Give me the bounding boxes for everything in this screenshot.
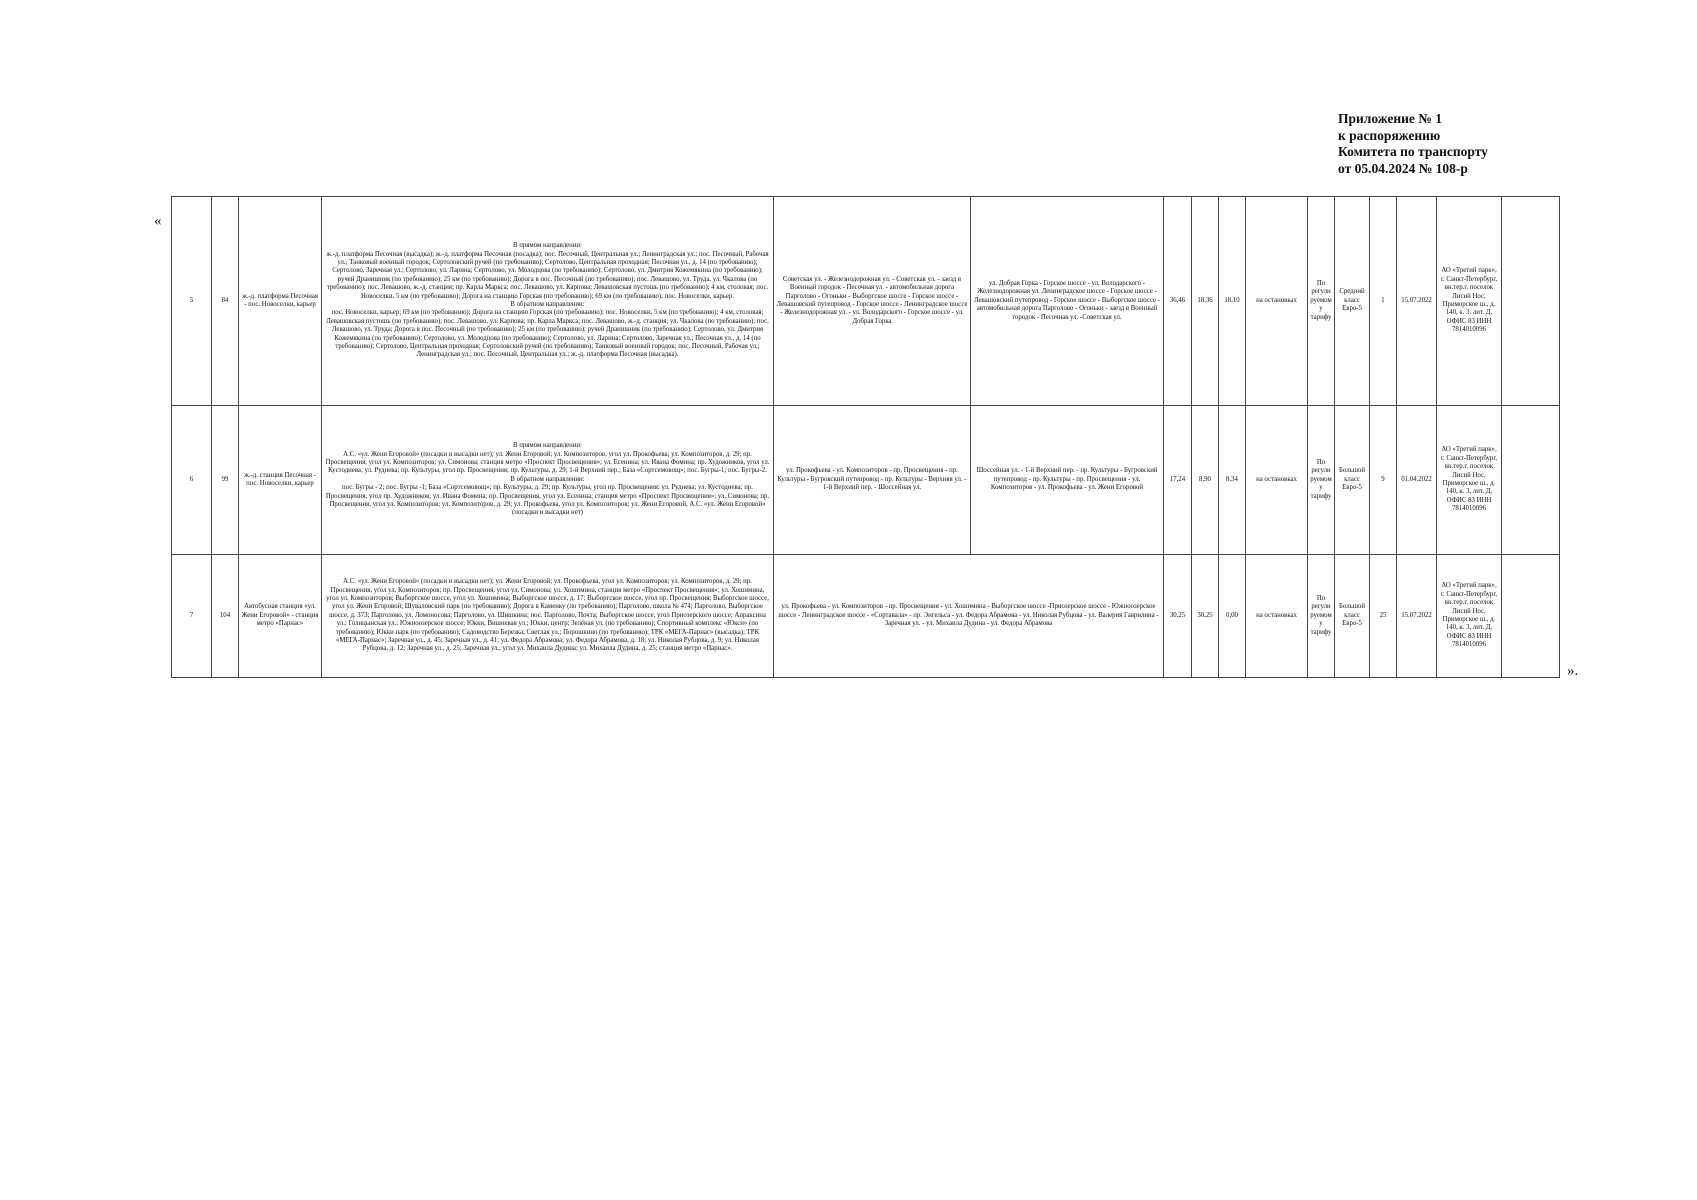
vehicle-count: 9 (1370, 406, 1397, 555)
route-length-total: 17,24 (1164, 406, 1192, 555)
routes-table (171, 196, 1560, 678)
vehicle-count: 1 (1370, 197, 1397, 406)
vehicle-class: Средний класс Евро-5 (1335, 197, 1370, 406)
vehicle-class: Большой класс Евро-5 (1335, 406, 1370, 555)
carrier-info: АО «Третий парк», г. Санкт-Петербург, вн.тер.г. поселок Лисий Нос, Приморское ш., д. 140, к. 3, лит. Д, ОФИС 83 ИНН 7814010096 (1437, 406, 1502, 555)
route-number: 84 (212, 197, 239, 406)
appendix-date-number: от 05.04.2024 № 108-р (1338, 160, 1468, 176)
route-length-total: 36,46 (1164, 197, 1192, 406)
carrier-info: АО «Третий парк», г. Санкт-Петербург, вн.тер.г. поселок Лисий Нос, Приморское ш., д. 140, к. 3, лит. Д, ОФИС 83 ИНН 7814010096 (1437, 197, 1502, 406)
start-date: 01.04.2022 (1397, 406, 1437, 555)
route-streets-combined: ул. Прокофьева - ул. Композиторов - пр. Просвещения - ул. Хошимина - Выборгское шоссе -Приозерское шоссе - Южноозерское шоссе - Ленинградское шоссе - «Сортавала» - пр. Энгельса - ул. Федора Абрамова - ул. Николая Рубцова - ул. Валерия Гаврилина - Заречная ул. - ул. Михаила Дудина - ул. Федора Абрамова (774, 555, 1164, 678)
route-number: 99 (212, 406, 239, 555)
appendix-order-ref: к распоряжению (1338, 127, 1441, 143)
appendix-title: Приложение № 1 (1338, 111, 1442, 126)
empty-cell (1502, 555, 1560, 678)
route-name: ж.-д. платформа Песочная - пос. Новоселки, карьер (239, 197, 322, 406)
route-streets-forward: ул. Прокофьева - ул. Композиторов - пр. Просвещения - пр. Культуры - Бугровский путепровод - пр. Культуры - Верхняя ул. - 1-й Верхний пер. - Шоссейная ул. (774, 406, 971, 555)
empty-cell (1502, 406, 1560, 555)
route-stops: В прямом направлении: ж.-д. платформа Песочная (высадка); ж.-д. платформа Песочная (посадка); пос. Песочный, Центральная ул.; Ленинградская ул.; пос. Песочный, Рабочая ул.; Танковый военный городок; Сертоловский ручей (по требованию); Сертолово, Центральная проходная; Песочная ул., д. 14 (по требованию); Сертолово, Заречная ул.; Сертолово, ул. Ларина; Сертолово, ул. Молодцова (по требованию); Сертолово, ул. Дмитрия Кожемякина (по требованию); ручей Дранишник (по требованию); 25 км (по требованию); Дорога в пос. Песочный (по требованию); пос. Левашово, ул. Труда, ул. Чкалова (по требованию); пос. Левашово, ж.-д. станция; пр. Карла Маркса; пос. Левашово, ул. Карпова; Левашовская пустошь (по требованию); 4 км, столовая; пос. Новоселки, 5 км (по требованию); Дорога на станцию Горская (по требованию); 69 км (по требованию); пос. Новоселки, карьер. В обратном направлении: пос. Новоселки, карьер; 69 км (по требованию); Дорога на станцию Горская (по требованию); пос. Новоселки, 5 км (по требованию); 4 км, столовая; Левашовская пустошь (по требованию); пос. Левашово, ул. Карпова; пр. Карла Маркса; пос. Левашово, ж.-д. станция; ул. Чкалова (по требованию); пос. Левашово, ул. Труда; Дорога в пос. Песочный (по требованию); 25 км (по требованию); ручей Дранишник (по требованию); Сертолово, ул. Дмитрия Кожемякина (по требованию); Сертолово, ул. Молодцова (по требованию); Сертолово, ул. Ларина; Сертолово, Заречная ул.; Песочная ул., д. 14 (по требованию); Сертолово, Центральная проходная; Сертоловский ручей (по требованию); Танковый военный городок; пос. Песочный, Рабочая ул.; Ленинградская ул.; пос. Песочный, Центральная ул.; ж.-д. платформа Песочная (высадка). (322, 197, 774, 406)
route-streets-forward: Советская ул. - Железнодорожная ул. - Советская ул. - заезд в Военный городок - Песочная ул. - автомобильная дорога Парголово - Огоньки - Выборгское шоссе - Горское шоссе - Левашовский путепровод - Горское шоссе - Ленинградское шоссе - Железнодорожная ул. - ул. Володарского - Горское шоссе - ул. Добрая Горка (774, 197, 971, 406)
stop-mode: на остановках (1246, 555, 1308, 678)
row-number: 7 (172, 555, 212, 678)
fare-type: По регулируемому тарифу (1308, 406, 1335, 555)
route-streets-backward: Шоссейная ул. - 1-й Верхний пер. - пр. Культуры - Бугровский путепровод - пр. Культуры - пр. Просвещения - ул. Композиторов - ул. Прокофьева - ул. Жени Егоровой (971, 406, 1164, 555)
row-number: 6 (172, 406, 212, 555)
route-length-backward: 18,10 (1219, 197, 1246, 406)
route-length-forward: 18,36 (1192, 197, 1219, 406)
stop-mode: на остановках (1246, 197, 1308, 406)
start-date: 15.07.2022 (1397, 197, 1437, 406)
route-length-forward: 30,25 (1192, 555, 1219, 678)
stop-mode: на остановках (1246, 406, 1308, 555)
route-length-forward: 8,90 (1192, 406, 1219, 555)
fare-type: По регулируемому тарифу (1308, 197, 1335, 406)
table-row (172, 406, 1560, 555)
vehicle-count: 25 (1370, 555, 1397, 678)
closing-quote: ». (1567, 663, 1579, 679)
row-number: 5 (172, 197, 212, 406)
route-length-backward: 8,34 (1219, 406, 1246, 555)
carrier-info: АО «Третий парк», г. Санкт-Петербург, вн.тер.г. поселок Лисий Нос, Приморское ш., д. 140, к. 3, лит. Д, ОФИС 83 ИНН 7814010096 (1437, 555, 1502, 678)
table-row (172, 555, 1560, 678)
opening-quote: « (154, 213, 162, 229)
table-row (172, 197, 1560, 406)
empty-cell (1502, 197, 1560, 406)
route-length-backward: 0,00 (1219, 555, 1246, 678)
route-streets-backward: ул. Добрая Горка - Горское шоссе - ул. Володарского - Железнодорожная ул. Ленинградское шоссе - Горское шоссе - Левашовский путепровод - Горское шоссе - Выборгское шоссе - автомобильная дорога Парголово - Огоньки - заезд в Военный городок - Песочная ул. -Советская ул. (971, 197, 1164, 406)
route-stops: А.С. «ул. Жени Егоровой» (посадки и высадки нет); ул. Жени Егоровой; ул. Прокофьева, угол ул. Композиторов; ул. Композиторов, д. 29; пр. Просвещения, угол ул. Композиторов; пр. Просвещения, угол ул. Симонова; ул. Хошимина, станция метро «Проспект Просвещения»; ул. Хошимина, угол ул. Композиторов; Выборгское шоссе, угол ул. Хошимина; Выборгское шоссе, д. 17; Выборгское шоссе, угол пр. Просвещения; Выборгское шоссе, угол ул. Жени Егоровой; Шуваловский парк (по требованию); Дорога в Каменку (по требованию); Парголово, школа № 474; Парголово, Выборгское шоссе, д. 373; Парголово, ул. Ломоносова; Парголово, ул. Шишкина; пос. Парголово, Почта; Выборгское шоссе, угол Приозерского шоссе; Апраксина ул.; Голицынская ул.; Южноозерское шоссе; Юкки, Вишневая ул.; Юкки, центр; Зелёная ул. (по требованию); Спортивный комплекс «Юкси» (по требованию); Юкки парк (по требованию); Садоводство Березка; Светлая ул.; Порошкино (по требованию); ТРК «МЕГА-Парнас» (высадка); ТРК «МЕГА-Парнас»; Заречная ул., д. 45; Заречная ул., д. 41; ул. Федора Абрамова; ул. Федора Абрамова, д. 18; ул. Николая Рубцова, д. 9; ул. Николая Рубцова, д. 12; Заречная ул., д. 25; Заречная ул., угол ул. Михаила Дудина; ул. Михаила Дудина, д. 25; станция метро «Парнас». (322, 555, 774, 678)
route-stops: В прямом направлении: А.С. «ул. Жени Егоровой» (посадки и высадки нет); ул. Жени Егоровой; ул. Композиторов, угол ул. Прокофьева; ул. Композиторов, д. 29; пр. Просвещения, угол ул. Композиторов; ул. Симонова; станция метро «Проспект Просвещения»; ул. Есенина; ул. Ивана Фомина; пр. Художников, угол ул. Кустодиева; ул. Руднева; пр. Культуры, угол пр. Просвещения; пр. Культуры, д. 29; 1-й Верхний пер.; База «Сортсемовощ»; пос. Бугры-1; пос. Бугры-2. В обратном направлении: пос. Бугры - 2; пос. Бугры -1; База «Сортсемовощ»; пр. Культуры, д. 29; пр. Культуры, угол пр. Просвещения; ул. Руднева; ул. Кустодиева; пр. Просвещения, угол пр. Художников; ул. Ивана Фомина; пр. Просвещения, угол ул. Есенина; станция метро «Проспект Просвещения»; ул. Симонова; пр. Просвещения, угол ул. Композиторов; ул. Композиторов, д. 29; ул. Прокофьева, угол ул. Композиторов; ул. Жени Егоровой, А.С. «ул. Жени Егоровой» (посадки и высадки нет) (322, 406, 774, 555)
route-number: 104 (212, 555, 239, 678)
appendix-committee: Комитета по транспорту (1338, 144, 1488, 159)
start-date: 15.07.2022 (1397, 555, 1437, 678)
appendix-header (1338, 111, 1678, 177)
route-name: ж.-д. станция Песочная - пос. Новоселки, карьер (239, 406, 322, 555)
vehicle-class: Большой класс Евро-5 (1335, 555, 1370, 678)
fare-type: По регулируемому тарифу (1308, 555, 1335, 678)
route-length-total: 30,25 (1164, 555, 1192, 678)
route-name: Автобусная станция «ул. Жени Егоровой» - станция метро «Парнас» (239, 555, 322, 678)
